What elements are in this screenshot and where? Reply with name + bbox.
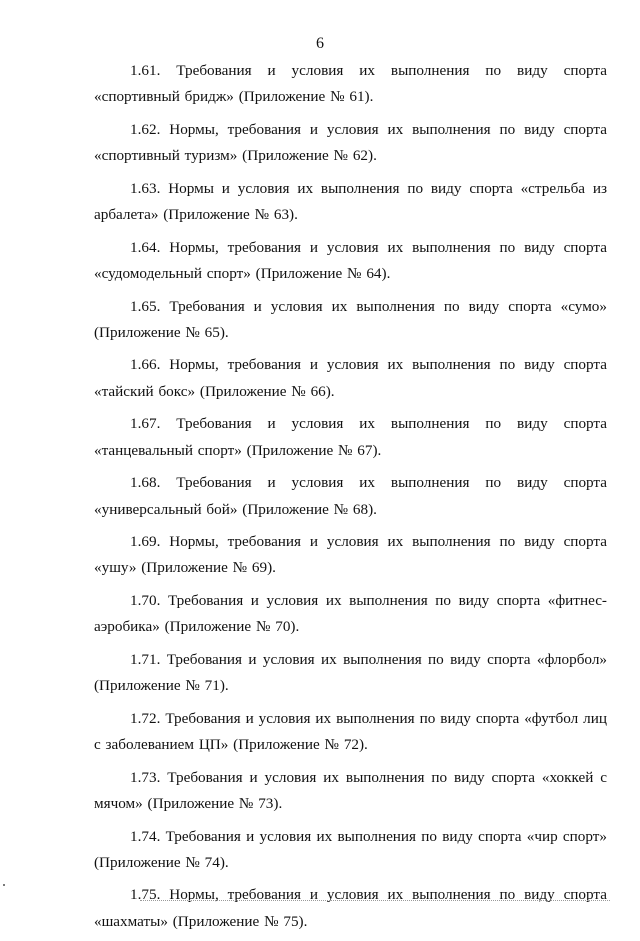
scan-edge-mark xyxy=(140,900,610,902)
list-item: 1.74. Требования и условия их выполнения по виду спорта «чир спорт» (Приложение № 74). xyxy=(94,827,607,871)
list-item: 1.61. Требования и условия их выполнения по виду спорта «спортивный бридж» (Приложение № 61). xyxy=(94,62,607,106)
list-item: 1.73. Требования и условия их выполнения по виду спорта «хоккей с мячом» (Приложение № 73). xyxy=(94,768,607,812)
list-item: 1.75. Нормы, требования и условия их выполнения по виду спорта «шахматы» (Приложение № 75). xyxy=(94,886,607,930)
list-item: 1.68. Требования и условия их выполнения по виду спорта «универсальный бой» (Приложение № 68). xyxy=(94,474,607,518)
list-item: 1.70. Требования и условия их выполнения по виду спорта «фитнес-аэробика» (Приложение № 70). xyxy=(94,592,607,636)
list-item: 1.69. Нормы, требования и условия их выполнения по виду спорта «ушу» (Приложение № 69). xyxy=(94,533,607,577)
list-item: 1.71. Требования и условия их выполнения по виду спорта «флорбол» (Приложение № 71). xyxy=(94,650,607,695)
list-item: 1.64. Нормы, требования и условия их выполнения по виду спорта «судомодельный спорт» (Приложение № 64). xyxy=(94,238,607,282)
list-item: 1.65. Требования и условия их выполнения по виду спорта «сумо» (Приложение № 65). xyxy=(94,297,607,341)
list-item: 1.63. Нормы и условия их выполнения по виду спорта «стрельба из арбалета» (Приложение № 63). xyxy=(94,179,607,224)
list-item: 1.66. Нормы, требования и условия их выполнения по виду спорта «тайский бокс» (Приложение № 66). xyxy=(94,356,607,400)
list-item: 1.67. Требования и условия их выполнения по виду спорта «танцевальный спорт» (Приложение № 67). xyxy=(94,415,607,459)
page-number: 6 xyxy=(316,35,324,52)
document-body xyxy=(94,58,607,941)
scan-speck xyxy=(3,884,5,886)
list-item: 1.62. Нормы, требования и условия их выполнения по виду спорта «спортивный туризм» (Приложение № 62). xyxy=(94,120,607,165)
list-item: 1.72. Требования и условия их выполнения по виду спорта «футбол лиц с заболеванием ЦП» (Приложение № 72). xyxy=(94,709,607,754)
